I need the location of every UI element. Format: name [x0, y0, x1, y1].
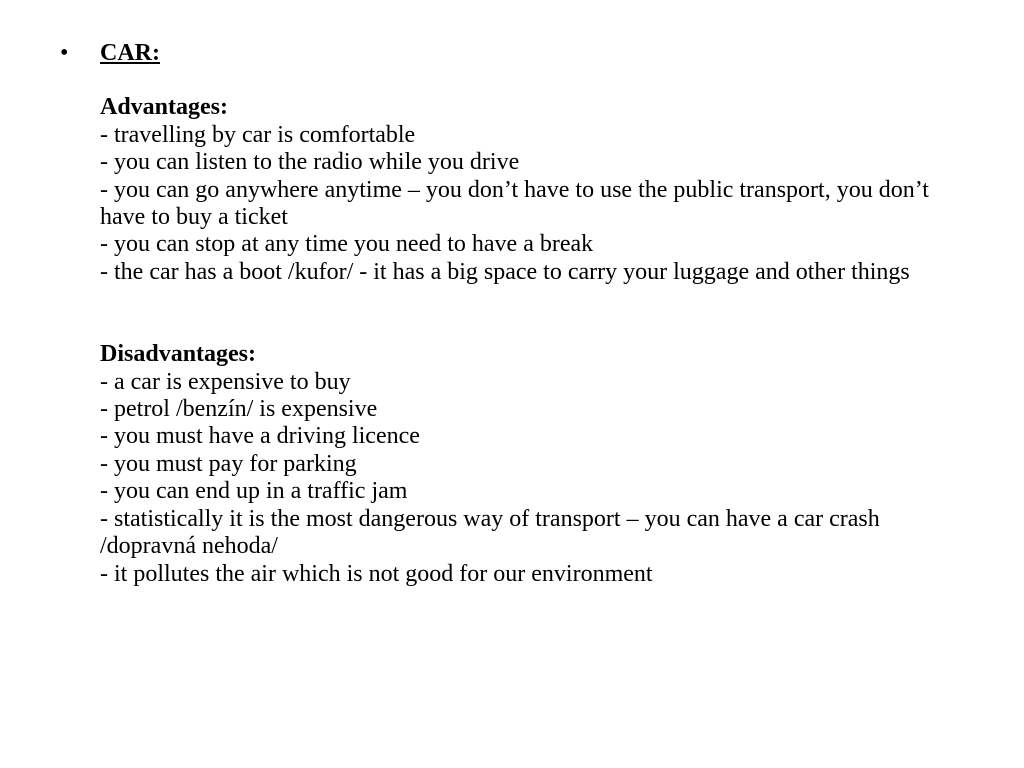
disadvantage-item: - you must have a driving licence — [100, 423, 420, 450]
advantage-item: - you can stop at any time you need to have a break — [100, 231, 594, 258]
disadvantage-item: - you must pay for parking — [100, 450, 357, 477]
advantage-item: - you can listen to the radio while you drive — [100, 149, 520, 176]
slide-content — [100, 40, 980, 588]
advantage-item: - the car has a boot /kufor/ - it has a big space to carry your luggage and other things — [100, 258, 910, 285]
bullet-marker: • — [60, 40, 69, 66]
slide-title: CAR: — [100, 40, 160, 66]
disadvantage-item: - a car is expensive to buy — [100, 368, 351, 395]
disadvantage-item: - it pollutes the air which is not good for our environment — [100, 560, 653, 587]
advantages-heading: Advantages: — [100, 94, 229, 121]
disadvantage-item: - you can end up in a traffic jam — [100, 478, 408, 505]
advantage-item: - travelling by car is comfortable — [100, 121, 416, 148]
disadvantage-item: - petrol /benzín/ is expensive — [100, 396, 378, 423]
disadvantage-item: - statistically it is the most dangerous way of transport – you can have a car crash /dopravná nehoda/ — [100, 505, 880, 560]
advantage-item: - you can go anywhere anytime – you don’t have to use the public transport, you don’t have to buy a ticket — [100, 176, 929, 231]
disadvantages-heading: Disadvantages: — [100, 341, 257, 368]
